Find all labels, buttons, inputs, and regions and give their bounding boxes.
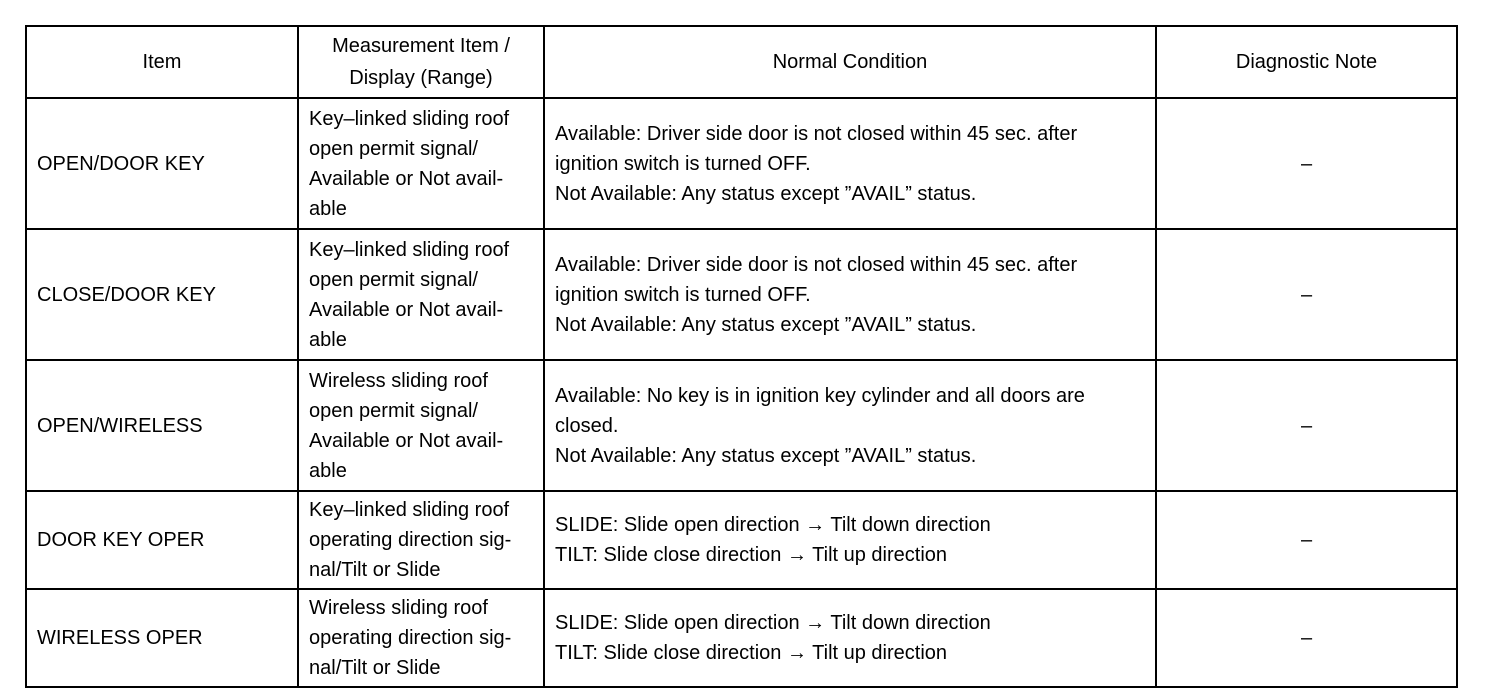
table-row <box>26 229 1457 360</box>
measurement-cell: Key–linked sliding roof open permit signal/ Available or Not avail- able <box>298 229 544 360</box>
normal-condition-cell: Available: No key is in ignition key cylinder and all doors are closed. Not Available: Any status except ”AVAIL” status. <box>544 360 1156 491</box>
normal-condition-cell: Available: Driver side door is not closed within 45 sec. after ignition switch is turned OFF. Not Available: Any status except ”AVAIL” status. <box>544 98 1156 229</box>
header-item: Item <box>26 26 298 98</box>
diagnostic-note-cell: – <box>1156 98 1457 229</box>
item-cell: OPEN/WIRELESS <box>26 360 298 491</box>
measurement-cell: Wireless sliding roof open permit signal/ Available or Not avail- able <box>298 360 544 491</box>
measurement-cell: Key–linked sliding roof operating direction sig- nal/Tilt or Slide <box>298 491 544 589</box>
table-row <box>26 589 1457 687</box>
header-normal-condition: Normal Condition <box>544 26 1156 98</box>
measurement-cell: Wireless sliding roof operating direction sig- nal/Tilt or Slide <box>298 589 544 687</box>
normal-condition-cell: Available: Driver side door is not closed within 45 sec. after ignition switch is turned OFF. Not Available: Any status except ”AVAIL” status. <box>544 229 1156 360</box>
normal-condition-cell: SLIDE: Slide open direction → Tilt down direction TILT: Slide close direction → Tilt up direction <box>544 589 1156 687</box>
diagnostic-note-cell: – <box>1156 229 1457 360</box>
item-cell: CLOSE/DOOR KEY <box>26 229 298 360</box>
item-cell: OPEN/DOOR KEY <box>26 98 298 229</box>
table-row <box>26 491 1457 589</box>
diagnostic-note-cell: – <box>1156 589 1457 687</box>
table-header-row <box>26 26 1457 98</box>
diagnostic-note-cell: – <box>1156 491 1457 589</box>
table-row <box>26 98 1457 229</box>
item-cell: WIRELESS OPER <box>26 589 298 687</box>
item-cell: DOOR KEY OPER <box>26 491 298 589</box>
diagnostic-note-cell: – <box>1156 360 1457 491</box>
diagnostic-data-table <box>25 25 1458 688</box>
normal-condition-cell: SLIDE: Slide open direction → Tilt down direction TILT: Slide close direction → Tilt up direction <box>544 491 1156 589</box>
table-row <box>26 360 1457 491</box>
measurement-cell: Key–linked sliding roof open permit signal/ Available or Not avail- able <box>298 98 544 229</box>
header-diagnostic-note: Diagnostic Note <box>1156 26 1457 98</box>
header-measurement-item: Measurement Item / Display (Range) <box>298 26 544 98</box>
